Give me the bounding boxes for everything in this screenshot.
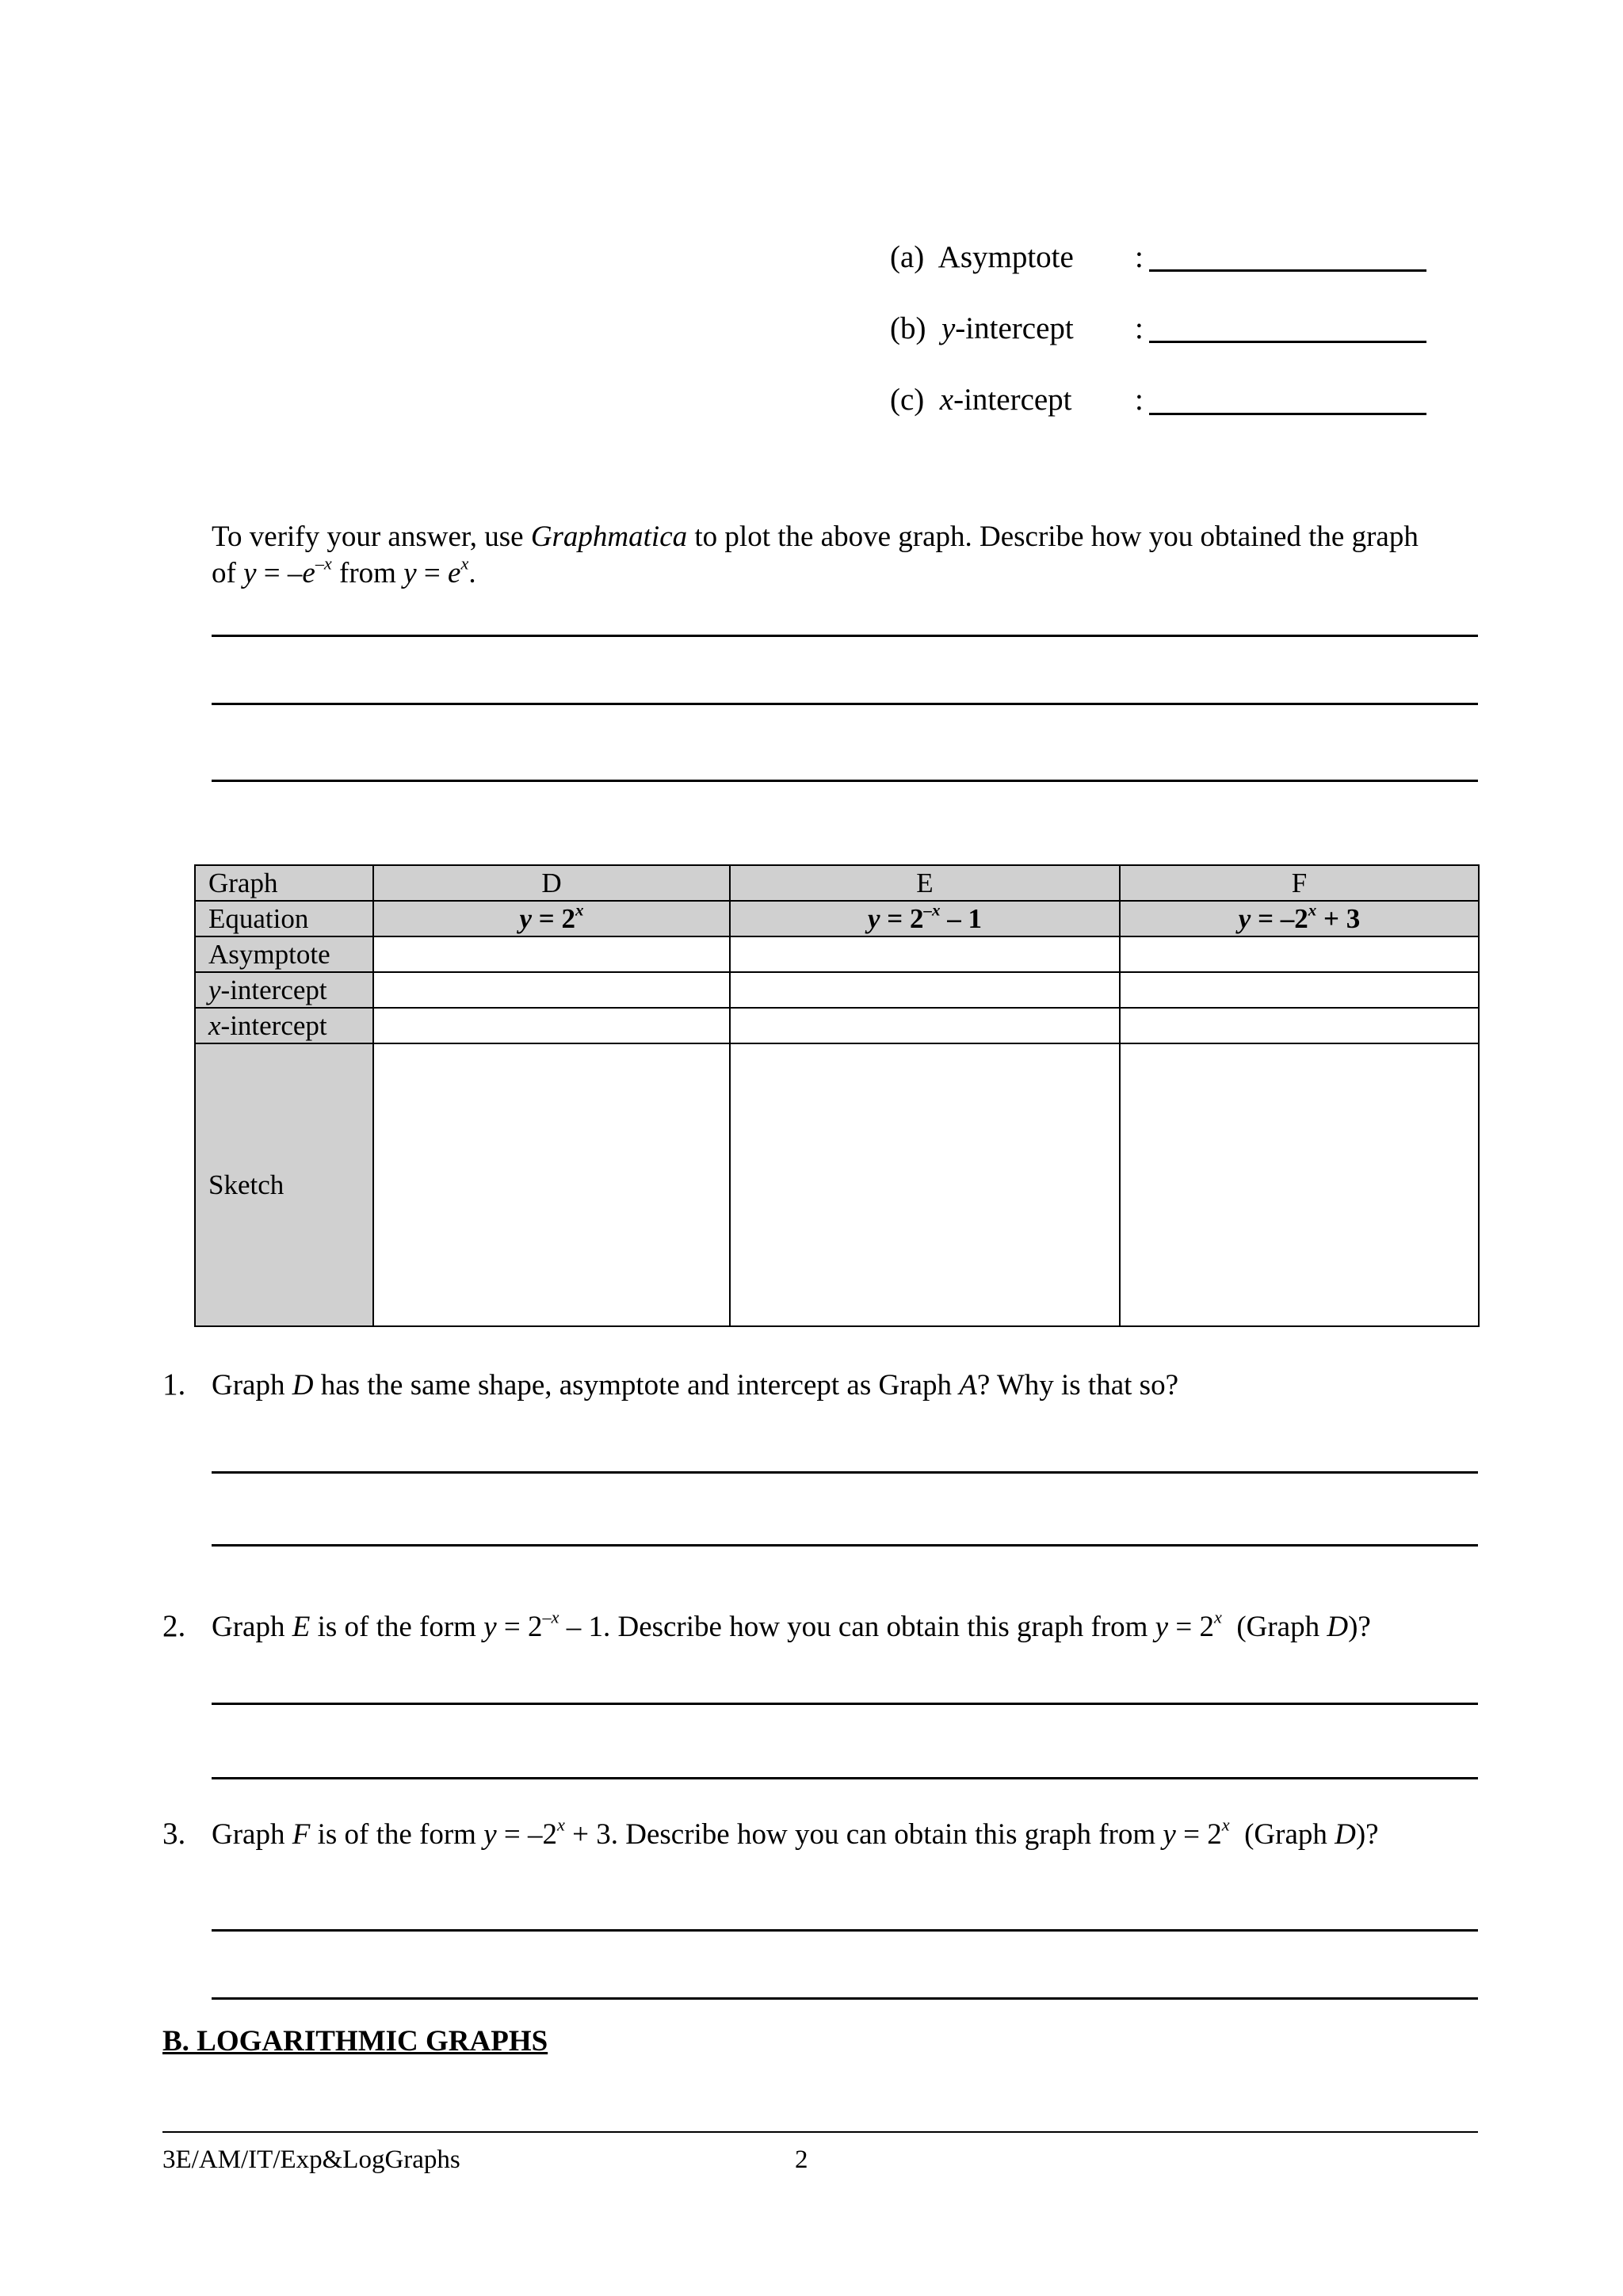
software-name: Graphmatica [530,521,688,553]
question-number: 3. [162,1817,186,1851]
property-x-intercept [890,382,1072,418]
property-asymptote [890,239,1074,275]
answer-line-y-intercept[interactable] [1149,341,1426,343]
answer-line[interactable] [212,635,1478,637]
equation-exponent: –x [923,899,941,919]
table-row-equation [195,901,1479,936]
var: y [483,1611,497,1643]
table-row-sketch [195,1043,1479,1326]
table-row-asymptote [195,936,1479,972]
graph-name: D [1327,1611,1349,1643]
footer-rule [162,2131,1478,2133]
var: e [302,557,315,589]
row-label-sketch: Sketch [195,1043,373,1326]
text: from [331,557,404,589]
var: y [1163,1818,1176,1851]
text: + 3. Describe how you can obtain this graph from [564,1818,1163,1851]
exponent: –x [542,1607,559,1627]
text: (Graph [1221,1611,1327,1643]
var: y [519,902,533,934]
property-label: -intercept [955,311,1074,345]
answer-line[interactable] [212,1929,1478,1932]
property-tag: (a) [890,240,925,274]
table-row-graph [195,865,1479,901]
verify-line-1 [212,520,1419,554]
answer-cell[interactable] [373,1008,730,1043]
text: = 2 [1175,1818,1222,1851]
graph-name: A [959,1369,977,1402]
column-header-e: E [730,865,1120,901]
exponent: x [1221,1814,1230,1835]
text: = [416,557,449,589]
answer-cell[interactable] [730,972,1120,1008]
text: Graph [212,1818,292,1851]
table-row-y-intercept [195,972,1479,1008]
property-colon: : [1135,240,1144,274]
text: = 2 [496,1611,543,1643]
graph-properties-table [194,864,1480,1327]
text: ? Why is that so? [976,1369,1178,1402]
answer-cell[interactable] [730,1008,1120,1043]
text: is of the form [310,1818,484,1851]
row-label-x-intercept [195,1008,373,1043]
answer-line[interactable] [212,703,1478,705]
text: )? [1348,1611,1371,1643]
answer-line[interactable] [212,1471,1478,1474]
question-2-text [212,1607,1371,1644]
answer-line-x-intercept[interactable] [1149,413,1426,415]
row-label-graph: Graph [195,865,373,901]
row-label-equation: Equation [195,901,373,936]
footer-doc-id: 3E/AM/IT/Exp&LogGraphs [162,2145,460,2174]
verify-line-2 [212,553,476,590]
sketch-area[interactable] [1120,1043,1479,1326]
text: (Graph [1229,1818,1335,1851]
graph-name: D [292,1369,314,1402]
label: -intercept [220,1009,327,1041]
equation-exponent: x [575,899,584,919]
row-label-y-intercept [195,972,373,1008]
table-row-x-intercept [195,1008,1479,1043]
text: = 2 [532,902,575,934]
answer-line[interactable] [212,1703,1478,1705]
sketch-area[interactable] [730,1043,1120,1326]
exponent: x [1213,1607,1222,1627]
text: Graph [212,1611,292,1643]
var: y [1155,1611,1169,1643]
text: . [468,557,476,589]
equation-d [373,901,730,936]
graph-name: F [292,1818,311,1851]
answer-cell[interactable] [373,972,730,1008]
property-tag: (b) [890,311,926,345]
property-tag: (c) [890,383,925,417]
text: = – [256,557,303,589]
text: of [212,557,244,589]
sketch-area[interactable] [373,1043,730,1326]
exponent: x [557,1814,565,1835]
text: To verify your answer, use [212,521,531,553]
exponent: x [460,553,469,574]
answer-line[interactable] [212,1777,1478,1779]
text: = –2 [496,1818,558,1851]
exponent: –x [315,553,332,574]
equation-tail: + 3 [1316,902,1361,934]
var: y [483,1818,497,1851]
text: = 2 [1168,1611,1214,1643]
page-number: 2 [795,2145,808,2174]
var: y [243,557,257,589]
equation-exponent: x [1308,899,1317,919]
question-number: 2. [162,1609,186,1643]
text: Graph [212,1369,292,1402]
var: e [448,557,461,589]
graph-name: D [1335,1818,1356,1851]
question-1-text [212,1368,1178,1402]
property-y-intercept [890,311,1074,346]
text: is of the form [310,1611,484,1643]
column-header-d: D [373,865,730,901]
equation-base [520,903,576,934]
text: – 1. Describe how you can obtain this graph from [559,1611,1155,1643]
equation-f: $y = -2^x + 3$ [1120,901,1479,936]
property-var: y [941,311,956,345]
property-label: Asymptote [938,240,1074,274]
answer-cell[interactable] [1120,1008,1479,1043]
answer-line[interactable] [212,1544,1478,1547]
graph-name: E [292,1611,311,1643]
var: y [208,974,221,1005]
question-number: 1. [162,1367,186,1402]
section-title: B. LOGARITHMIC GRAPHS [162,2025,548,2058]
property-var: x [939,383,954,417]
equation-tail: – 1 [940,902,982,934]
text: to plot the above graph. Describe how you obtained the graph [687,521,1419,553]
text: has the same shape, asymptote and intercept as Graph [313,1369,960,1402]
answer-cell[interactable] [1120,972,1479,1008]
row-label-asymptote: Asymptote [195,936,373,972]
var: y [403,557,417,589]
property-colon: : [1135,311,1144,345]
answer-cell[interactable] [730,936,1120,972]
var: x [208,1009,221,1041]
property-label: -intercept [953,383,1072,417]
answer-line[interactable] [212,780,1478,782]
question-3-text [212,1814,1379,1852]
property-colon: : [1135,383,1144,417]
answer-cell[interactable] [373,936,730,972]
equation-e: $y = 2^{-x} - 1$ [730,901,1120,936]
answer-line-asymptote[interactable] [1149,269,1426,272]
answer-cell[interactable] [1120,936,1479,972]
label: -intercept [220,974,327,1005]
answer-line[interactable] [212,1997,1478,2000]
text: )? [1355,1818,1379,1851]
column-header-f: F [1120,865,1479,901]
